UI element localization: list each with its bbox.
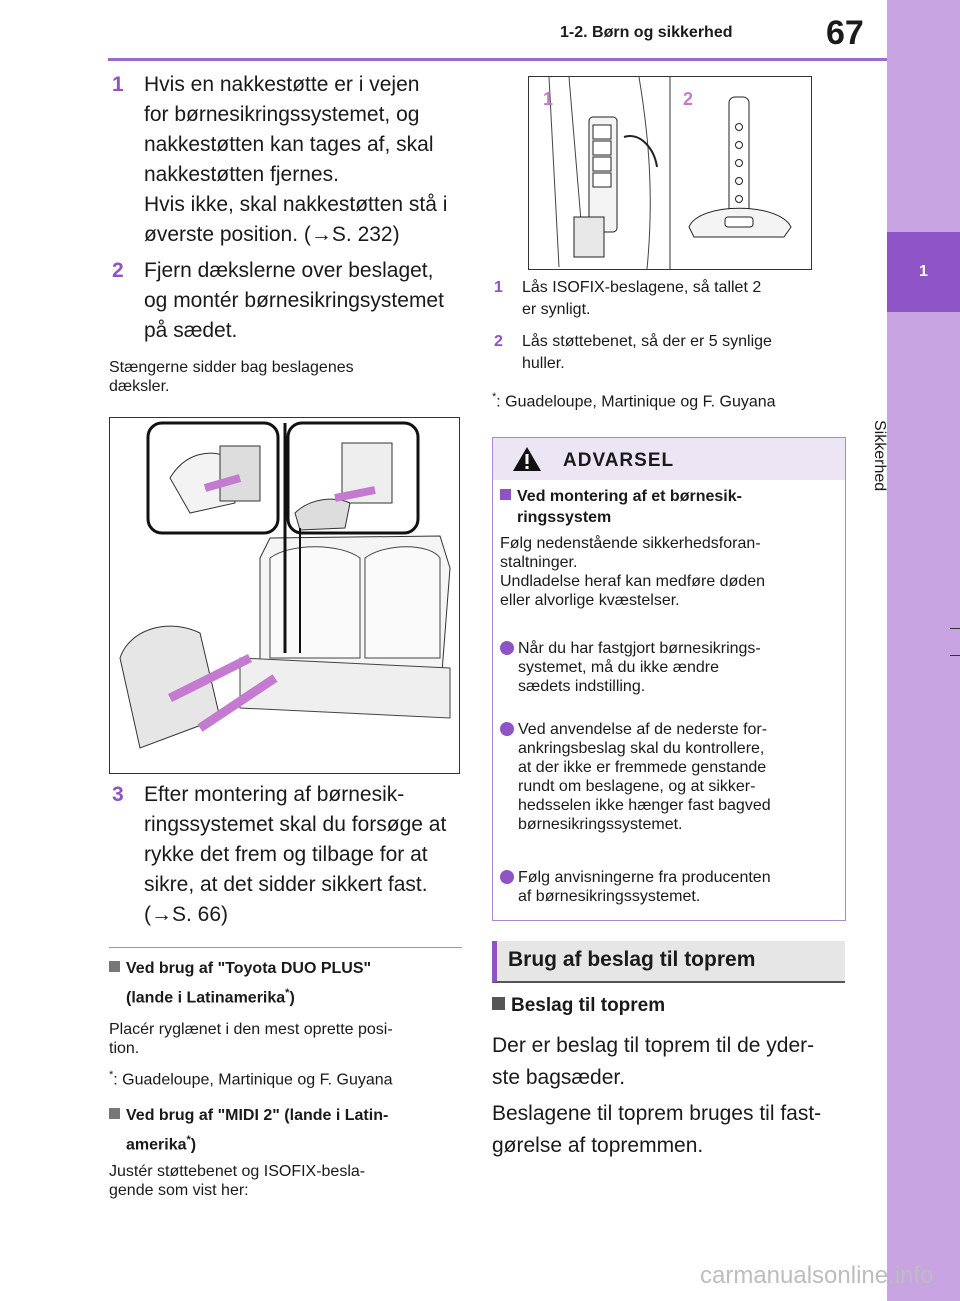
warning-bullet-2: Ved anvendelse af de nederste for- ankringsbeslag skal du kontrollere, at der ikke er fremmede genstande rundt om beslagene, og at sikker- hedsselen ikke hænger fast bagved børnesikringssystemet. (518, 721, 771, 833)
isofix-installation-illustration (109, 417, 460, 774)
paragraph-2: Beslagene til toprem bruges til fast- gørelse af topremmen. (492, 1102, 822, 1157)
figure-label-2: 2 (683, 89, 694, 109)
page-number: 67 (826, 14, 864, 52)
section-title: Brug af beslag til toprem (508, 948, 756, 971)
crop-tick (950, 628, 960, 629)
crop-tick (950, 655, 960, 656)
warning-triangle-icon (512, 446, 542, 477)
bullet-dot-icon (500, 870, 514, 884)
right-step-1: 1 Lås ISOFIX-beslagene, så tallet 2 er synligt. (494, 279, 762, 318)
warning-subhead: Ved montering af et børnesik- ringssystem (500, 486, 840, 528)
side-tab-label: Sikkerhed (871, 420, 888, 492)
header-rule (108, 58, 888, 61)
duo-plus-footnote: *: Guadeloupe, Martinique og F. Guyana (109, 1069, 393, 1089)
step-3: 3 Efter montering af børnesik- ringssystemet skal du forsøge at rykke det frem og tilbage for at sikre, at det sidder sikkert fast. (→S. 66) (112, 783, 447, 926)
subsection-heading: Beslag til toprem (492, 995, 665, 1017)
warning-bullet-1: Når du har fastgjort børnesikrings- systemet, må du ikke ændre sædets indstilling. (518, 640, 761, 695)
warning-intro: Følg nedenstående sikkerhedsforan- staltninger. Undladelse heraf kan medføre døden eller alvorlige kvæstelser. (500, 535, 766, 609)
duo-plus-body: Placér ryglænet i den mest oprette posi- tion. (109, 1021, 393, 1057)
bullet-dot-icon (500, 722, 514, 736)
step-2: 2 Fjern dækslerne over beslaget, og montér børnesikringsystemet på sædet. (112, 259, 444, 342)
section-rule (109, 947, 462, 948)
duo-plus-heading: Ved brug af "Toyota DUO PLUS" (lande i Latinamerika*) (109, 957, 469, 1010)
running-header-section: 1-2. Børn og sikkerhed (560, 24, 733, 41)
warning-title: ADVARSEL (563, 450, 675, 471)
side-tab-strip (887, 0, 960, 1301)
side-tab-chapter-number[interactable]: 1 (887, 232, 960, 312)
figure-label-1: 1 (543, 89, 554, 109)
right-step-2: 2 Lås støttebenet, så der er 5 synlige huller. (494, 333, 772, 372)
square-bullet-icon (492, 997, 505, 1010)
midi2-heading: Ved brug af "MIDI 2" (lande i Latin- amerika*) (109, 1104, 469, 1157)
warning-bullet-3: Følg anvisningerne fra producenten af børnesikringssystemet. (518, 869, 771, 905)
isofix-support-leg-illustration (528, 76, 812, 270)
paragraph-1: Der er beslag til toprem til de yder- ste bagsæder. (492, 1034, 815, 1089)
square-bullet-icon (109, 961, 120, 972)
midi2-body: Justér støttebenet og ISOFIX-besla- gende som vist her: (109, 1163, 366, 1199)
square-bullet-icon (109, 1108, 120, 1119)
note-text: Stængerne sidder bag beslagenes dæksler. (109, 359, 354, 395)
right-footnote: *: Guadeloupe, Martinique og F. Guyana (492, 391, 776, 411)
watermark: carmanualsonline.info (700, 1262, 934, 1289)
step-1: 1 Hvis en nakkestøtte er i vejen for børnesikringssystemet, og nakkestøtten kan tages af, skal nakkestøtten fjernes. Hvis ikke, skal nakkestøtten stå i øverste position. (→S. 232) (112, 73, 448, 246)
bullet-dot-icon (500, 641, 514, 655)
square-bullet-icon (500, 489, 511, 500)
